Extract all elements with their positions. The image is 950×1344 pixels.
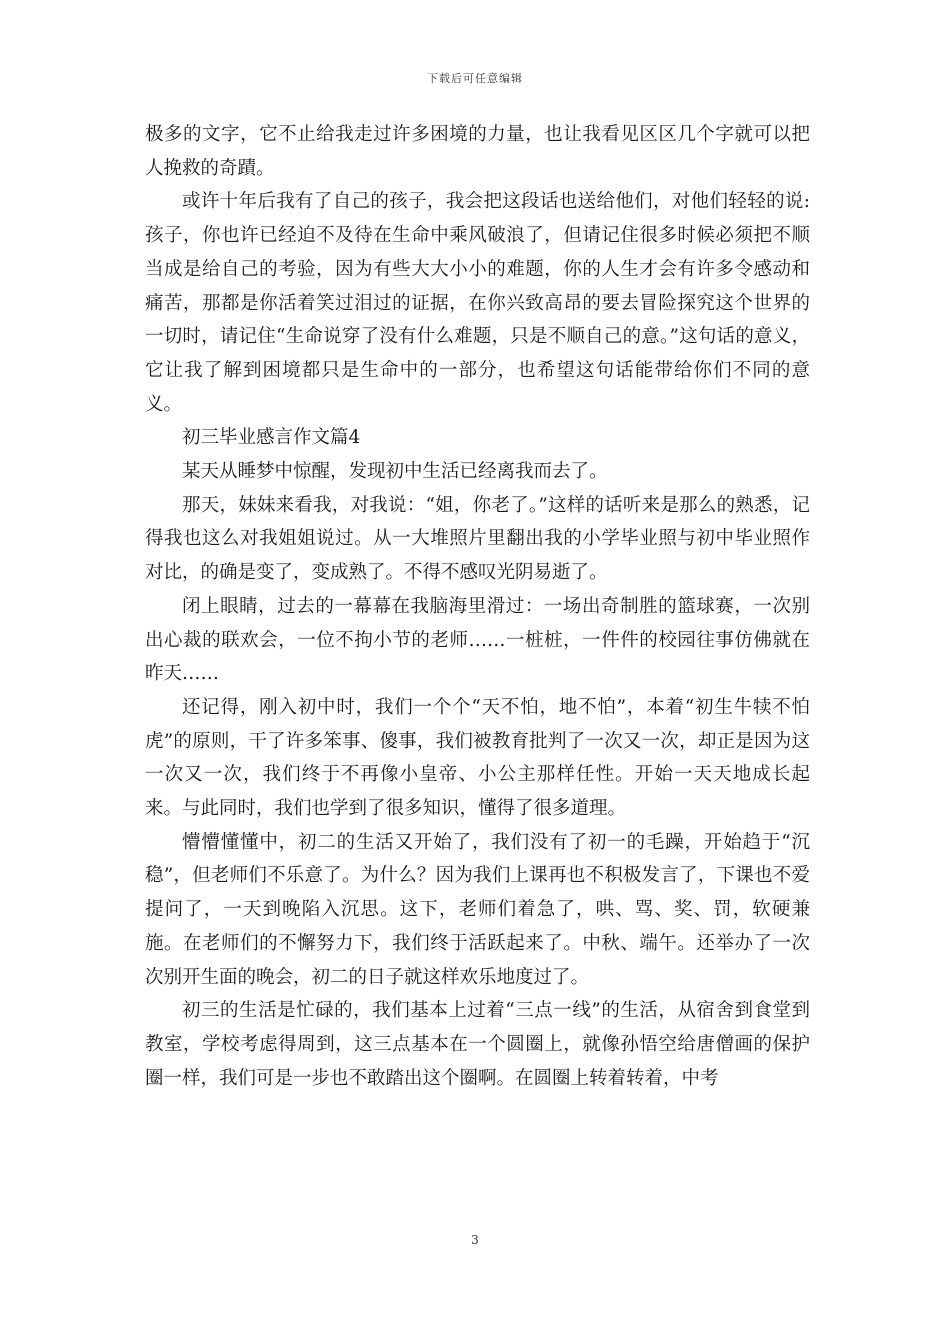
paragraph-8: 初三的生活是忙碌的，我们基本上过着“三点一线”的生活，从宿舍到食堂到教室，学校考虑得周到，这三点基本在一个圆圈上，就像孙悟空给唐僧画的保护圈一样，我们可是一步也不敢踏出这个圈啊。在圆圈上转着转着，中考 <box>145 1000 810 1089</box>
paragraph-7: 懵懵懂懂中，初二的生活又开始了，我们没有了初一的毛躁，开始趋于“沉稳”，但老师们不乐意了。为什么？因为我们上课再也不积极发言了，下课也不爱提问了，一天到晚陷入沉思。这下，老师们着急了，哄、骂、奖、罚，软硬兼施。在老师们的不懈努力下，我们终于活跃起来了。中秋、端午。还举办了一次次别开生面的晚会，初二的日子就这样欢乐地度过了。 <box>145 831 810 988</box>
paragraph-6: 还记得，刚入初中时，我们一个个“天不怕，地不怕”，本着“初生牛犊不怕虎”的原则，干了许多笨事、傻事，我们被教育批判了一次又一次，却正是因为这一次又一次，我们终于不再像小皇帝、小公主那样任性。开始一天天地成长起来。与此同时，我们也学到了很多知识，懂得了很多道理。 <box>145 696 810 820</box>
page-header: 下载后可任意编辑 <box>427 72 523 85</box>
paragraph-3: 某天从睡梦中惊醒，发现初中生活已经离我而去了。 <box>182 461 608 483</box>
page-number: 3 <box>471 1233 479 1247</box>
paragraph-2: 或许十年后我有了自己的孩子，我会把这段话也送给他们，对他们轻轻的说:孩子，你也许已经迫不及待在生命中乘风破浪了，但请记住很多时候必须把不顺当成是给自己的考验，因为有些大大小小的难题，你的人生才会有许多令感动和痛苦，那都是你活着笑过泪过的证据，在你兴致高昂的要去冒险探究这个世界的一切时，请记住“生命说穿了没有什么难题，只是不顺自己的意。”这句话的意义，它让我了解到困境都只是生命中的一部分，也希望这句话能带给你们不同的意义。 <box>145 191 810 415</box>
document-body <box>145 118 810 1095</box>
paragraph-5: 闭上眼睛，过去的一幕幕在我脑海里滑过：一场出奇制胜的篮球赛，一次别出心裁的联欢会，一位不拘小节的老师……一桩桩，一件件的校园往事仿佛就在昨天…… <box>145 595 810 685</box>
paragraph-4: 那天，妹妹来看我，对我说：“姐，你老了。”这样的话听来是那么的熟悉，记得我也这么对我姐姐说过。从一大堆照片里翻出我的小学毕业照与初中毕业照作对比，的确是变了，变成熟了。不得不感叹光阴易逝了。 <box>145 494 810 584</box>
paragraph-1: 极多的文字，它不止给我走过许多困境的力量，也让我看见区区几个字就可以把人挽救的奇蹟。 <box>145 124 810 179</box>
section-heading: 初三毕业感言作文篇4 <box>182 427 361 449</box>
